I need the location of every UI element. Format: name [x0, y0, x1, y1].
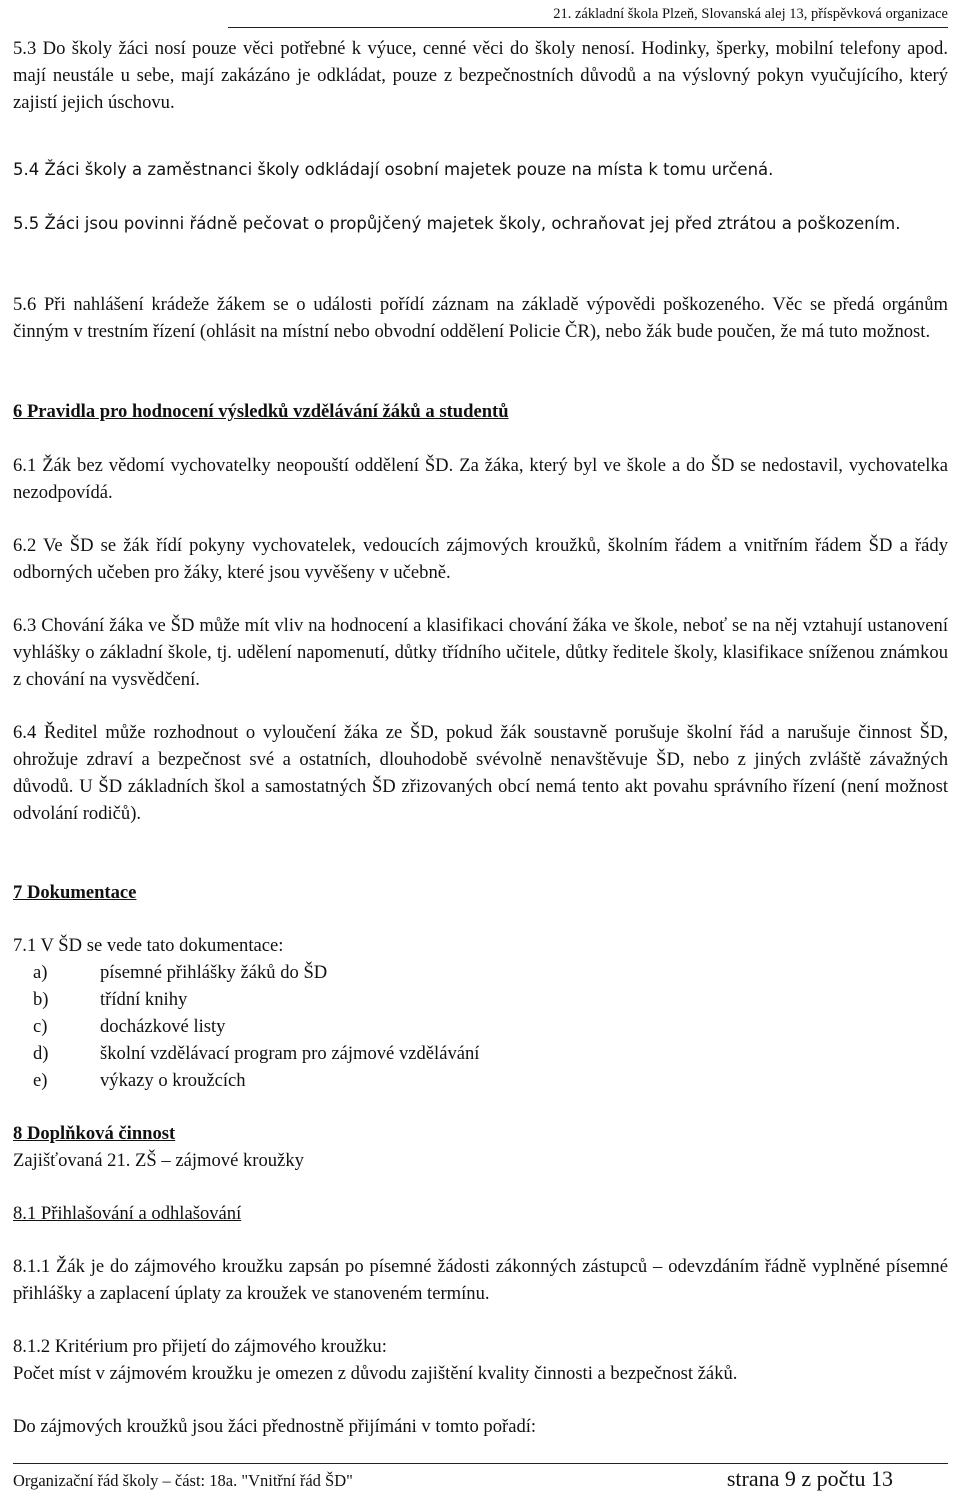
list-item-marker: a) — [33, 962, 48, 983]
page-footer — [13, 1463, 948, 1494]
documentation-list-item — [33, 1067, 479, 1094]
list-item-marker: b) — [33, 989, 49, 1010]
list-item-text: výkazy o kroužcích — [100, 1070, 246, 1091]
footer-page-number: strana 9 z počtu 13 — [726, 1466, 893, 1491]
heading-section-7: 7 Dokumentace — [13, 882, 137, 903]
heading-section-8: 8 Doplňková činnost — [13, 1123, 176, 1144]
documentation-list — [33, 959, 479, 1094]
paragraph-6-2: 6.2 Ve ŠD se žák řídí pokyny vychovatelek, vedoucích zájmových kroužků, školním řádem a vnitřním řádem ŠD a řády odborných učeben pro žáky, které jsou vyvěšeny v učebně. — [13, 535, 948, 583]
list-item-text: písemné přihlášky žáků do ŠD — [100, 962, 328, 983]
page-header — [228, 4, 948, 28]
heading-section-6: 6 Pravidla pro hodnocení výsledků vzdělávání žáků a studentů — [13, 401, 509, 422]
documentation-list-item — [33, 1040, 479, 1067]
paragraph-5-4: 5.4 Žáci školy a zaměstnanci školy odkládají osobní majetek pouze na místa k tomu určená. — [13, 160, 774, 179]
heading-section-8-1: 8.1 Přihlašování a odhlašování — [13, 1203, 242, 1224]
list-item-marker: e) — [33, 1070, 48, 1091]
footer-document-title: Organizační řád školy – část: 18a. "Vnitřní řád ŠD" — [13, 1471, 353, 1490]
documentation-list-item — [33, 1013, 479, 1040]
paragraph-8-subtitle: Zajišťovaná 21. ZŠ – zájmové kroužky — [13, 1150, 304, 1171]
paragraph-6-3: 6.3 Chování žáka ve ŠD může mít vliv na hodnocení a klasifikaci chování žáka ve škole, neboť se na něj vztahují ustanovení vyhlášky o základní škole, tj. udělení napomenutí, důtky třídního učitele, důtky ředitele školy, klasifikace sníženou známkou z chování na vysvědčení. — [13, 615, 948, 690]
paragraph-8-1-1: 8.1.1 Žák je do zájmového kroužku zapsán po písemné žádosti zákonných zástupců – odevzdáním řádně vyplněné písemné přihlášky a zaplacení úplaty za kroužek ve stanoveném termínu. — [13, 1256, 948, 1304]
paragraph-5-3: 5.3 Do školy žáci nosí pouze věci potřebné k výuce, cenné věci do školy nenosí. Hodinky, šperky, mobilní telefony apod. mají neustále u sebe, mají zakázáno je odkládat, pouze z bezpečnostních důvodů a na výslovný pokyn vyučujícího, který zajistí jejich úschovu. — [13, 38, 948, 113]
documentation-list-item — [33, 986, 479, 1013]
documentation-list-item — [33, 959, 479, 986]
list-item-text: třídní knihy — [100, 989, 188, 1010]
paragraph-7-1: 7.1 V ŠD se vede tato dokumentace: — [13, 935, 284, 956]
list-item-marker: c) — [33, 1016, 48, 1037]
paragraph-order: Do zájmových kroužků jsou žáci přednostně přijímáni v tomto pořadí: — [13, 1416, 537, 1437]
paragraph-6-4: 6.4 Ředitel může rozhodnout o vyloučení žáka ze ŠD, pokud žák soustavně porušuje školní řád a narušuje činnost ŠD, ohrožuje zdraví a bezpečnost své a ostatních, dlouhodobě svévolně nenavštěvuje ŠD, nebo z jiných zvláště závažných důvodů. U ŠD základních škol a samostatných ŠD zřizovaných obcí nemá tento akt povahu správního řízení (není možnost odvolání rodičů). — [13, 722, 948, 824]
paragraph-6-1: 6.1 Žák bez vědomí vychovatelky neopouští oddělení ŠD. Za žáka, který byl ve škole a do ŠD se nedostavil, vychovatelka nezodpovídá. — [13, 455, 948, 503]
list-item-text: školní vzdělávací program pro zájmové vzdělávání — [100, 1043, 480, 1064]
paragraph-5-6: 5.6 Při nahlášení krádeže žákem se o události pořídí záznam na základě výpovědi poškozeného. Věc se předá orgánům činným v trestním řízení (ohlásit na místní nebo obvodní oddělení Policie ČR), nebo žák bude poučen, že má tuto možnost. — [13, 294, 948, 342]
header-school-name: 21. základní škola Plzeň, Slovanská alej 13, příspěvková organizace — [553, 6, 948, 22]
list-item-marker: d) — [33, 1043, 49, 1064]
paragraph-8-1-2-title: 8.1.2 Kritérium pro přijetí do zájmového kroužku: — [13, 1336, 387, 1357]
paragraph-5-5: 5.5 Žáci jsou povinni řádně pečovat o propůjčený majetek školy, ochraňovat jej před ztrátou a poškozením. — [13, 214, 901, 233]
paragraph-8-1-2-text: Počet míst v zájmovém kroužku je omezen z důvodu zajištění kvality činnosti a bezpečnost žáků. — [13, 1363, 738, 1384]
list-item-text: docházkové listy — [100, 1016, 226, 1037]
